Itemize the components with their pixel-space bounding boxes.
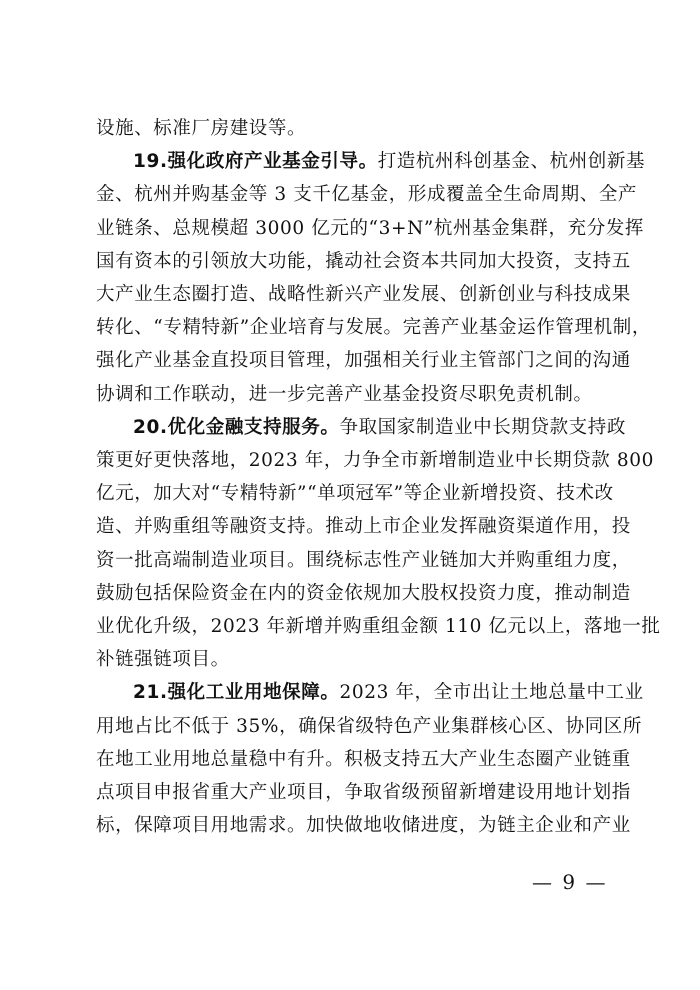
paragraph-line: 资一批高端制造业项目。围绕标志性产业链加大并购重组力度， [96, 549, 631, 571]
paragraph-text: 打造杭州科创基金、杭州创新基 [377, 151, 646, 173]
paragraph-line: 业优化升级，2023 年新增并购重组金额 110 亿元以上，落地一批 [96, 616, 661, 638]
paragraph-line: 在地工业用地总量稳中有升。积极支持五大产业生态圈产业链重 [96, 748, 631, 770]
paragraph-first-line [96, 411, 626, 444]
section-heading: 21.强化工业用地保障。 [133, 682, 340, 704]
paragraph-first-line [96, 676, 644, 709]
section-heading: 19.强化政府产业基金引导。 [133, 151, 378, 173]
page-number: — 9 — [532, 870, 608, 894]
paragraph-line: 强化产业基金直投项目管理，加强相关行业主管部门之间的沟通 [96, 350, 631, 372]
paragraph-line: 用地占比不低于 35%，确保省级特色产业集群核心区、协同区所 [96, 715, 643, 737]
paragraph-line: 协调和工作联动，进一步完善产业基金投资尽职免责机制。 [96, 383, 593, 405]
paragraph-line: 业链条、总规模超 3000 亿元的“3+N”杭州基金集群，充分发挥 [96, 217, 645, 239]
paragraph-line: 标，保障项目用地需求。加快做地收储进度，为链主企业和产业 [96, 815, 631, 837]
paragraph-line: 补链强链项目。 [96, 649, 230, 671]
paragraph-line: 鼓励包括保险资金在内的资金依规加大股权投资力度，推动制造 [96, 582, 631, 604]
paragraph-line: 国有资本的引领放大功能，撬动社会资本共同加大投资，支持五 [96, 250, 631, 272]
paragraph-line: 设施、标准厂房建设等。 [96, 118, 307, 139]
paragraph-line: 策更好更快落地，2023 年，力争全市新增制造业中长期贷款 800 [96, 450, 654, 472]
paragraph-line: 造、并购重组等融资支持。推动上市企业发挥融资渠道作用，投 [96, 516, 631, 538]
paragraph-line: 点项目申报省重大产业项目，争取省级预留新增建设用地计划指 [96, 782, 631, 804]
paragraph-first-line [96, 145, 646, 178]
paragraph-line: 大产业生态圈打造、战略性新兴产业发展、创新创业与科技成果 [96, 284, 631, 306]
paragraph-text: 2023 年，全市出让土地总量中工业 [339, 682, 644, 704]
paragraph-line: 转化、“专精特新”企业培育与发展。完善产业基金运作管理机制， [96, 317, 651, 339]
paragraph-text: 争取国家制造业中长期贷款支持政 [339, 416, 626, 438]
section-heading: 20.优化金融支持服务。 [133, 416, 340, 438]
document-body [96, 112, 661, 842]
paragraph-line: 金、杭州并购基金等 3 支千亿基金，形成覆盖全生命周期、全产 [96, 184, 638, 206]
paragraph-line: 亿元，加大对“专精特新”“单项冠军”等企业新增投资、技术改 [96, 483, 614, 505]
